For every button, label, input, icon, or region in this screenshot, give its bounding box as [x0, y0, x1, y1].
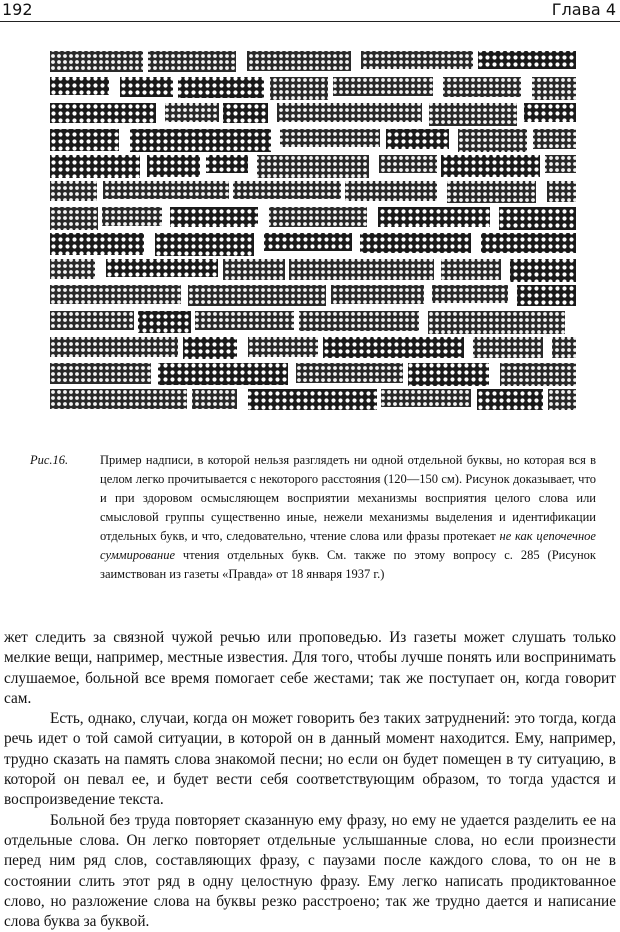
- texture-block: [429, 103, 517, 126]
- texture-block: [50, 389, 187, 409]
- texture-block: [473, 337, 543, 358]
- texture-block: [50, 129, 119, 151]
- texture-block: [50, 311, 134, 330]
- texture-block: [447, 181, 536, 203]
- texture-block: [345, 181, 437, 201]
- page-header: [0, 0, 620, 22]
- texture-block: [269, 207, 367, 227]
- blurred-newspaper-text-pattern-icon: [50, 47, 576, 413]
- texture-block: [331, 285, 424, 304]
- texture-block: [50, 181, 97, 201]
- texture-block: [158, 363, 288, 385]
- texture-block: [147, 155, 200, 177]
- texture-block: [289, 259, 434, 280]
- texture-block: [270, 77, 328, 100]
- texture-block: [130, 129, 271, 152]
- texture-block: [233, 181, 341, 199]
- caption-text-part: чтения отдельных букв. См. также по этому вопросу с. 285 (Рисунок заимствован из газеты «Правда» от 18 января 1937 г.): [100, 548, 596, 581]
- texture-block: [333, 77, 433, 96]
- texture-block: [183, 337, 237, 359]
- texture-block: [106, 259, 218, 277]
- texture-block: [428, 311, 565, 334]
- paragraph: жет следить за связной чужой речью или проповедью. Из газеты может слушать только мелкие вещи, например, местные известия. Для того, чтобы лучше понять или воспринимать слушаемое, больной все время помогает себе жестами; так же поступает он, когда говорит сам.: [4, 629, 616, 707]
- texture-block: [192, 389, 237, 409]
- caption-text: [100, 451, 596, 584]
- texture-block: [50, 259, 95, 279]
- texture-block: [50, 207, 98, 230]
- texture-block: [257, 155, 369, 178]
- texture-block: [206, 155, 248, 173]
- texture-block: [195, 311, 294, 330]
- texture-block: [50, 363, 151, 384]
- texture-block: [248, 337, 318, 357]
- body-text: [4, 628, 616, 932]
- texture-block: [223, 103, 268, 123]
- texture-block: [548, 389, 576, 410]
- header-divider: [0, 21, 620, 22]
- texture-block: [296, 363, 403, 383]
- caption-label: Рис.16.: [30, 453, 69, 467]
- texture-block: [50, 337, 178, 357]
- texture-block: [441, 259, 501, 280]
- texture-block: [50, 103, 156, 123]
- texture-block: [533, 129, 576, 149]
- texture-block: [408, 363, 489, 386]
- texture-block: [120, 77, 173, 97]
- texture-block: [458, 129, 527, 152]
- texture-block: [524, 103, 576, 122]
- texture-block: [138, 311, 191, 333]
- texture-block: [500, 363, 576, 386]
- texture-block: [223, 259, 285, 280]
- paragraph: Есть, однако, случаи, когда он может говорить без таких затруднений: это тогда, когда речь идет о той самой ситуации, в которой он в данный момент находится. Ему, например, трудно сказать на память слова знакомой песни; но если он будет помещен в ту ситуацию, в которой он певал ее, и будет вести себя соответствующим образом, то тогда удастся и воспроизведение текста.: [4, 710, 616, 809]
- texture-block: [280, 129, 380, 147]
- texture-block: [441, 155, 540, 177]
- texture-block: [50, 233, 144, 255]
- texture-block: [165, 103, 219, 122]
- texture-block: [50, 51, 143, 72]
- texture-block: [432, 285, 508, 303]
- texture-block: [277, 103, 422, 122]
- paragraph: Больной без труда повторяет сказанную ему фразу, но ему не удается разделить ее на отдельные слова. Он легко повторяет отдельные услышанные слова, но если произнести перед ним ряд слов, составляющих фразу, с паузами после каждого слова, то он не в состоянии слить этот ряд в одну целостную фразу. Ему легко написать продиктованное слово, но разложение слова на буквы резко расстроено; так же трудно дается и написание слова буква за буквой.: [4, 811, 616, 931]
- texture-block: [478, 51, 576, 69]
- texture-block: [477, 389, 543, 410]
- texture-block: [360, 233, 471, 253]
- texture-block: [323, 337, 464, 358]
- texture-block: [379, 155, 437, 173]
- texture-block: [545, 155, 576, 173]
- texture-block: [103, 181, 229, 199]
- texture-block: [552, 337, 576, 358]
- caption-emphasis: не как цепочечное суммирование: [100, 529, 596, 562]
- texture-block: [481, 233, 576, 253]
- texture-block: [381, 389, 471, 407]
- texture-block: [50, 77, 109, 95]
- texture-block: [510, 259, 576, 282]
- caption-text-part: Пример надписи, в которой нельзя разглядеть ни одной отдельной буквы, но которая вся в целом легко прочитывается с некоторого расстояния (120—150 см). Рисунок доказывает, что и при здоровом осмысляющем восприятии механизмы восприятия целого слова или смысловой группы существенно иные, нежели механизмы выделения и идентификации отдельных букв, и что, следовательно, чтение слова или фразы протекает: [100, 453, 596, 543]
- texture-block: [499, 207, 576, 230]
- texture-block: [547, 181, 576, 202]
- texture-block: [178, 77, 264, 98]
- texture-block: [102, 207, 162, 226]
- texture-block: [188, 285, 326, 306]
- texture-block: [148, 51, 236, 72]
- texture-block: [517, 285, 576, 306]
- texture-block: [443, 77, 521, 97]
- texture-block: [50, 155, 140, 178]
- texture-block: [361, 51, 473, 69]
- texture-block: [247, 51, 351, 71]
- texture-block: [299, 311, 419, 331]
- texture-block: [264, 233, 352, 251]
- page-number: 192: [2, 0, 33, 19]
- texture-block: [50, 285, 181, 304]
- texture-block: [378, 207, 490, 227]
- chapter-title: Глава 4: [551, 0, 616, 19]
- figure-16-image: [50, 47, 576, 413]
- texture-block: [386, 129, 449, 149]
- texture-block: [170, 207, 258, 227]
- texture-block: [248, 389, 377, 410]
- texture-block: [532, 77, 576, 100]
- texture-block: [155, 233, 254, 256]
